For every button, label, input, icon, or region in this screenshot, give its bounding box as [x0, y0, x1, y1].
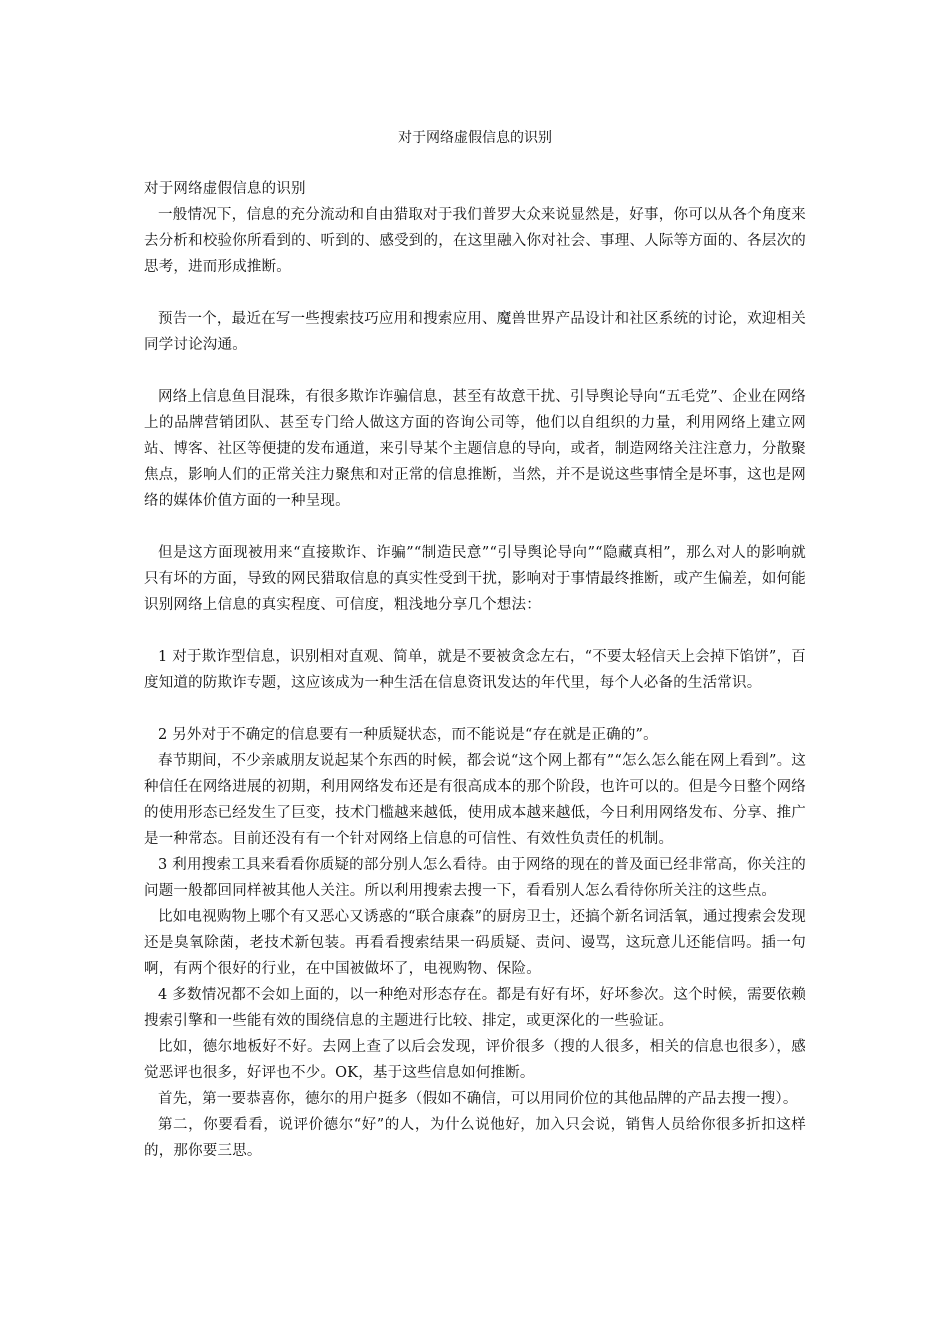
- paragraph: 春节期间，不少亲戚朋友说起某个东西的时候，都会说“这个网上都有”“怎么怎么能在网上看到”。这种信任在网络进展的初期，利用网络发布还是有很高成本的那个阶段，也许可以的。但是今日整个网络的使用形态已经发生了巨变，技术门槛越来越低，使用成本越来越低，今日利用网络发布、分享、推广是一种常态。目前还没有有一个针对网络上信息的可信性、有效性负责任的机制。: [144, 753, 806, 847]
- paragraph: 一般情况下，信息的充分流动和自由猎取对于我们普罗大众来说显然是，好事，你可以从各个角度来去分析和校验你所看到的、听到的、感受到的，在这里融入你对社会、事理、人际等方面的、各层次的思考，进而形成推断。: [144, 207, 806, 275]
- paragraph: 4 多数情况都不会如上面的，以一种绝对形态存在。都是有好有坏，好坏参次。这个时候，需要依赖搜索引擎和一些能有效的围绕信息的主题进行比较、排定，或更深化的一些验证。: [144, 987, 806, 1029]
- document-body: [144, 176, 806, 1164]
- paragraph: 1 对于欺诈型信息，识别相对直观、简单，就是不要被贪念左右，“不要太轻信天上会掉下馅饼”，百度知道的防欺诈专题，这应该成为一种生活在信息资讯发达的年代里，每个人必备的生活常识。: [144, 649, 806, 691]
- paragraph: 3 利用搜索工具来看看你质疑的部分别人怎么看待。由于网络的现在的普及面已经非常高，你关注的问题一般都回同样被其他人关注。所以利用搜索去搜一下，看看别人怎么看待你所关注的这些点。: [144, 857, 806, 899]
- paragraph: 比如电视购物上哪个有又恶心又诱惑的“联合康森”的厨房卫士，还搞个新名词活氧，通过搜索会发现还是臭氧除菌，老技术新包装。再看看搜索结果一码质疑、责问、谩骂，这玩意儿还能信吗。插一句啊，有两个很好的行业，在中国被做坏了，电视购物、保险。: [144, 909, 806, 977]
- paragraph: 首先，第一要恭喜你，德尔的用户挺多（假如不确信，可以用同价位的其他品牌的产品去搜一搜）。: [158, 1091, 798, 1107]
- paragraph: 比如，德尔地板好不好。去网上查了以后会发现，评价很多（搜的人很多，相关的信息也很多），感觉恶评也很多，好评也不少。OK，基于这些信息如何推断。: [144, 1039, 806, 1081]
- paragraph: 第二，你要看看，说评价德尔“好”的人，为什么说他好，加入只会说，销售人员给你很多折扣这样的，那你要三思。: [144, 1117, 806, 1159]
- paragraph: 网络上信息鱼目混珠，有很多欺诈诈骗信息，甚至有故意干扰、引导舆论导向“五毛党”、企业在网络上的品牌营销团队、甚至专门给人做这方面的咨询公司等，他们以自组织的力量，利用网络上建立网站、博客、社区等便捷的发布通道，来引导某个主题信息的导向，或者，制造网络关注注意力，分散聚焦点，影响人们的正常关注力聚焦和对正常的信息推断，当然，并不是说这些事情全是坏事，这也是网络的媒体价值方面的一种呈现。: [144, 389, 806, 509]
- paragraph: 对于网络虚假信息的识别: [144, 181, 306, 197]
- document-title: 对于网络虚假信息的识别: [398, 130, 552, 146]
- paragraph: 预告一个，最近在写一些搜索技巧应用和搜索应用、魔兽世界产品设计和社区系统的讨论，欢迎相关同学讨论沟通。: [144, 311, 806, 353]
- paragraph: 但是这方面现被用来“直接欺诈、诈骗”“制造民意”“引导舆论导向”“隐藏真相”，那么对人的影响就只有坏的方面，导致的网民猎取信息的真实性受到干扰，影响对于事情最终推断，或产生偏差，如何能识别网络上信息的真实程度、可信度，粗浅地分享几个想法：: [144, 545, 806, 613]
- paragraph: 2 另外对于不确定的信息要有一种质疑状态，而不能说是“存在就是正确的”。: [158, 727, 658, 743]
